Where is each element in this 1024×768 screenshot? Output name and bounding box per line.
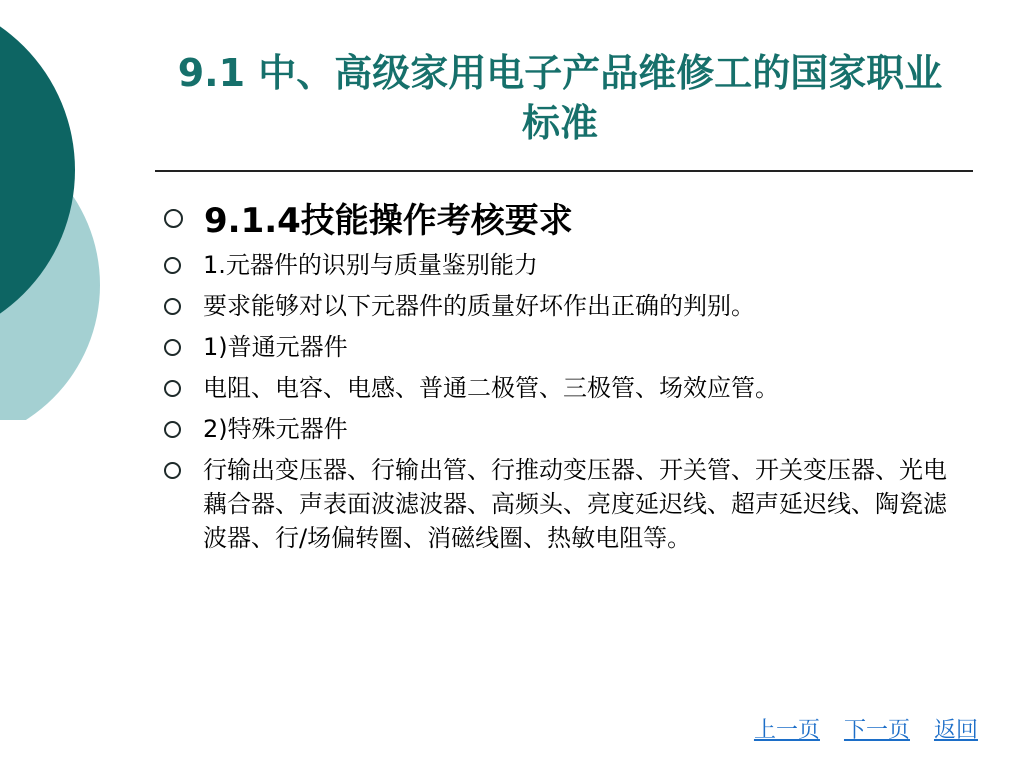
bullet-item xyxy=(164,330,964,364)
prev-page-link[interactable]: 上一页 xyxy=(753,718,820,743)
bullet-text: 9.1.4技能操作考核要求 xyxy=(204,201,573,241)
slide-navigation xyxy=(754,713,978,744)
next-page-link[interactable]: 下一页 xyxy=(843,718,910,743)
bullet-text: 要求能够对以下元器件的质量好坏作出正确的判别。 xyxy=(203,292,755,320)
bullet-circle-icon xyxy=(164,380,181,397)
bullet-item xyxy=(164,196,964,246)
bullet-item xyxy=(164,412,964,446)
bullet-item xyxy=(164,371,964,405)
bullet-circle-icon xyxy=(164,257,181,274)
title-divider xyxy=(155,170,973,172)
bullet-circle-icon xyxy=(164,339,181,356)
bullet-text: 行输出变压器、行输出管、行推动变压器、开关管、开关变压器、光电藕合器、声表面波滤波器、高频头、亮度延迟线、超声延迟线、陶瓷滤波器、行/场偏转圈、消磁线圈、热敏电阻等。 xyxy=(203,456,947,552)
back-link[interactable]: 返回 xyxy=(933,718,978,743)
slide-title: 9.1 中、高级家用电子产品维修工的国家职业标准 xyxy=(177,51,943,145)
bullet-text: 电阻、电容、电感、普通二极管、三极管、场效应管。 xyxy=(203,374,779,402)
bullet-text: 1)普通元器件 xyxy=(203,333,348,361)
bullet-item xyxy=(164,248,964,282)
bullet-item xyxy=(164,453,964,555)
bullet-text: 2)特殊元器件 xyxy=(203,415,348,443)
bullet-circle-icon xyxy=(164,209,183,228)
bullet-text: 1.元器件的识别与质量鉴别能力 xyxy=(203,251,538,279)
bullet-circle-icon xyxy=(164,421,181,438)
bullet-item xyxy=(164,289,964,323)
bullet-list xyxy=(164,196,964,555)
bullet-circle-icon xyxy=(164,298,181,315)
bullet-circle-icon xyxy=(164,462,181,479)
decorative-circles xyxy=(0,0,110,420)
